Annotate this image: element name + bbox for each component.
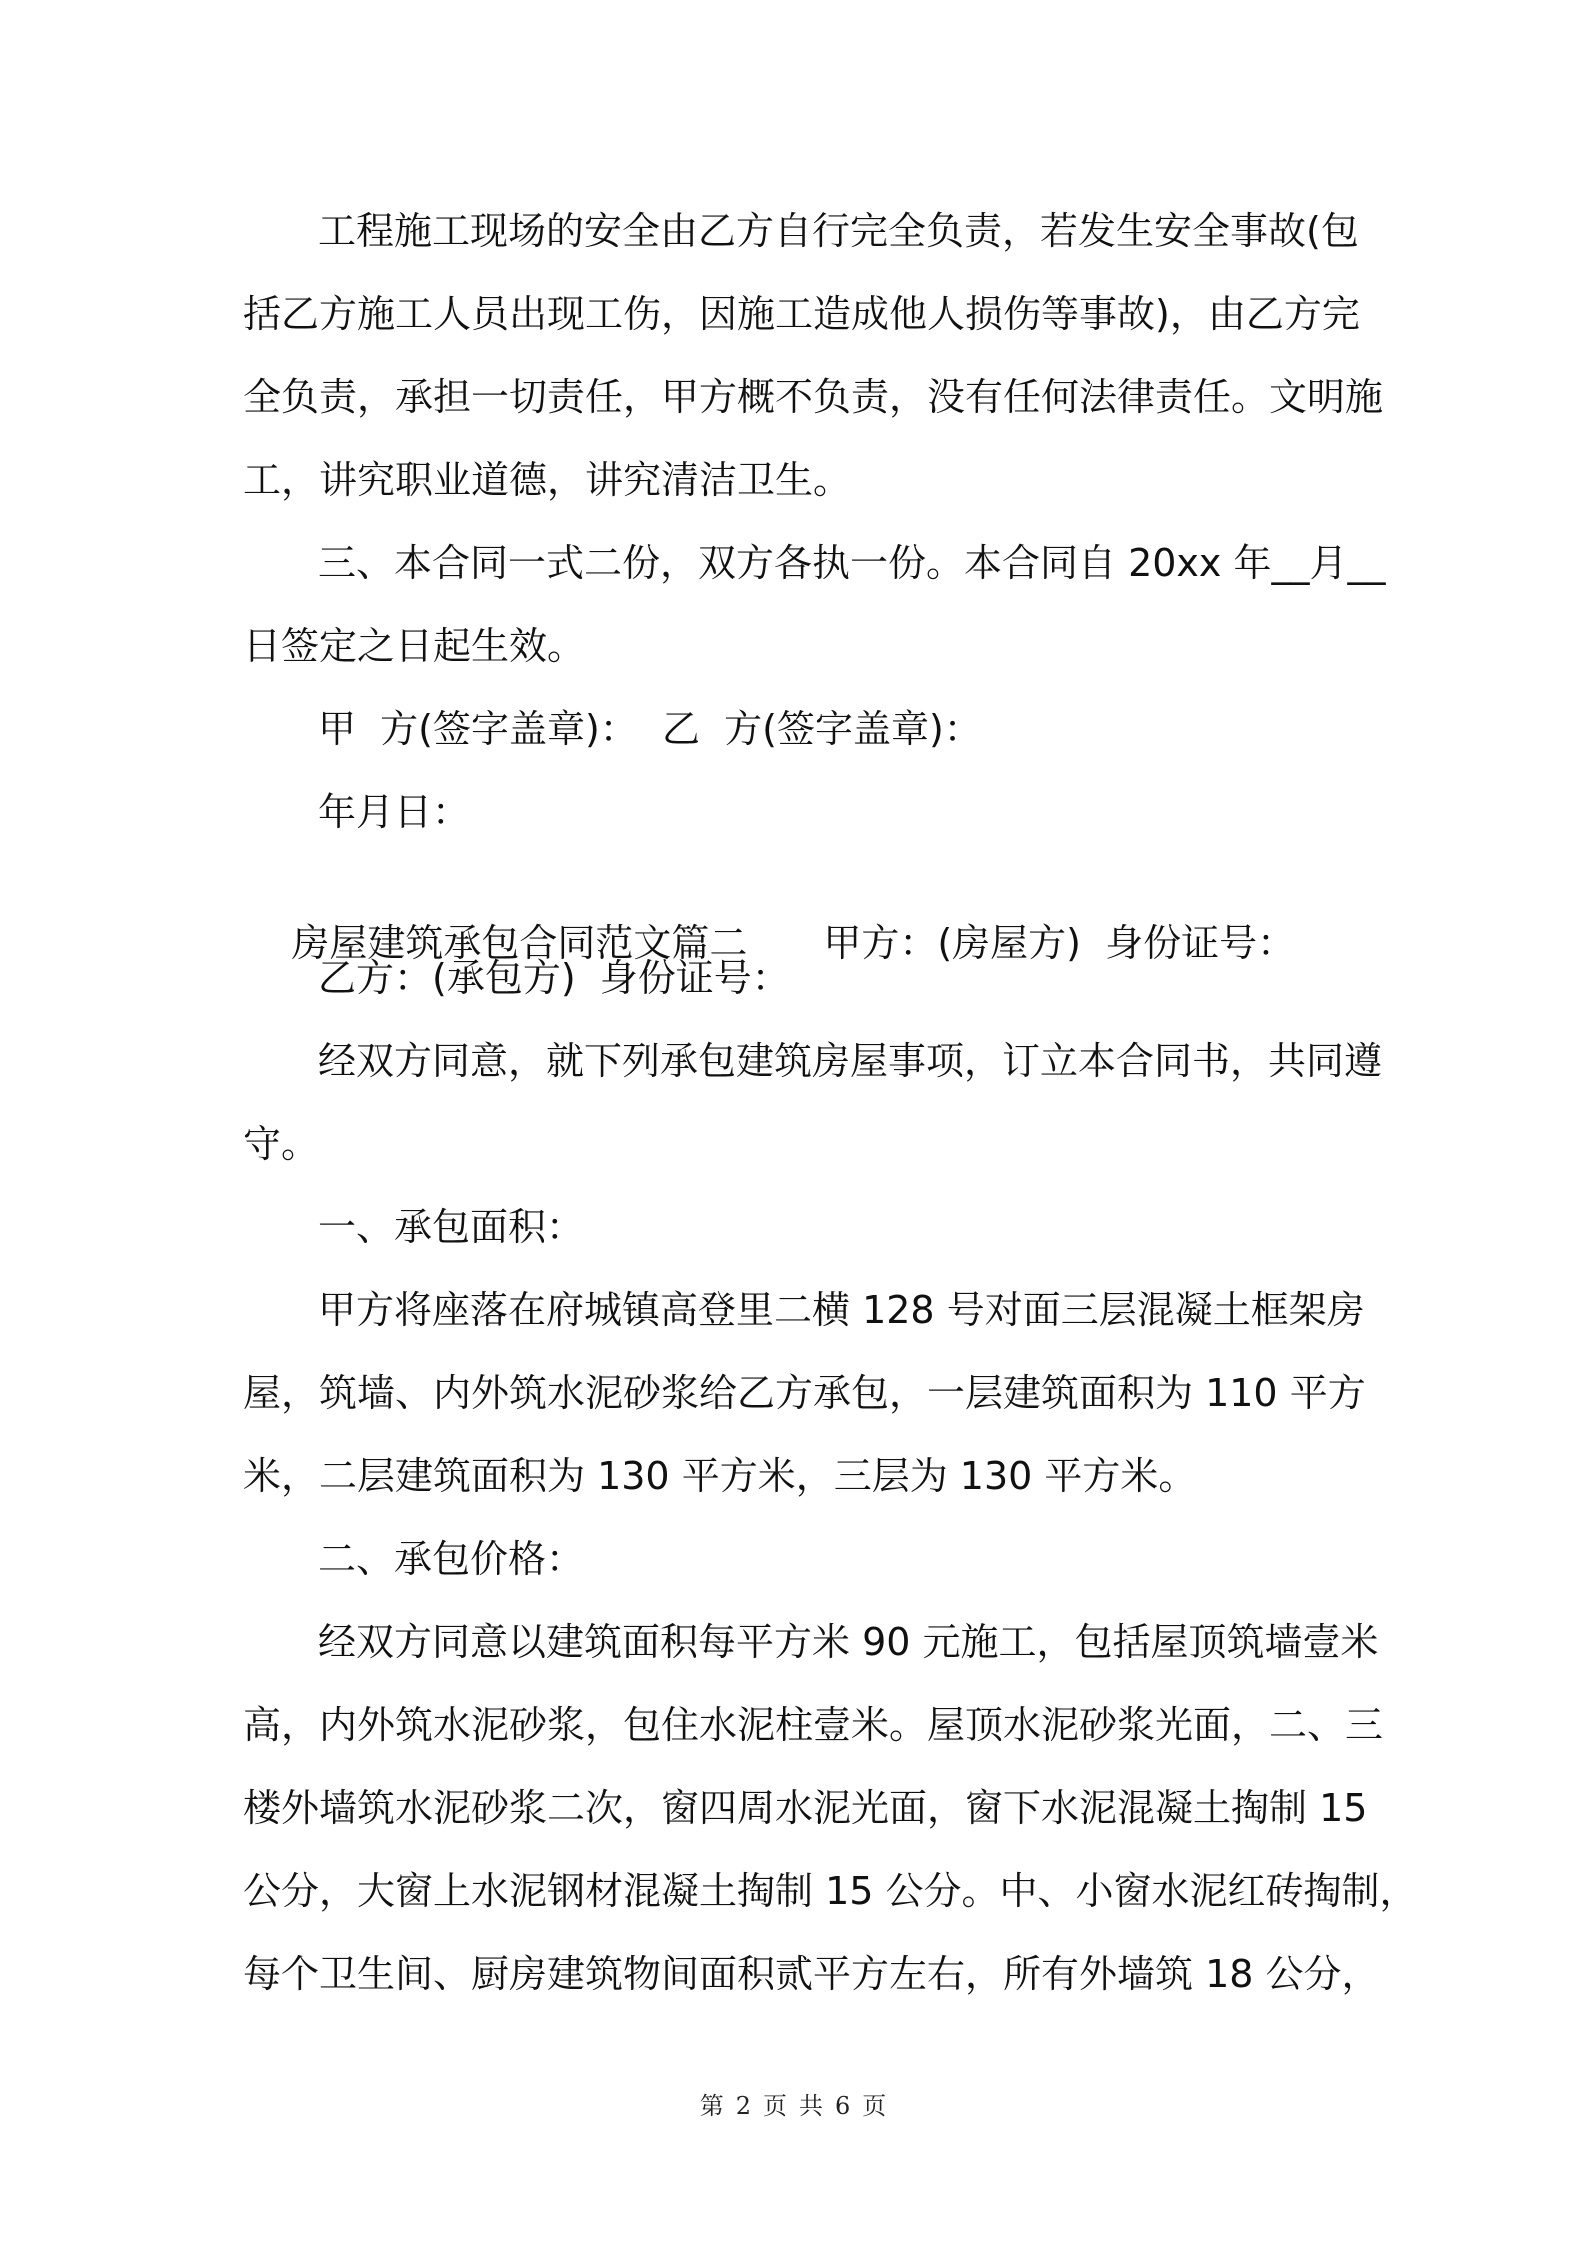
footer-ye: 页 [763, 2092, 787, 2120]
footer-gong: 共 [799, 2092, 823, 2120]
signature-line: 甲 方(签字盖章)： 乙 方(签字盖章)： [318, 707, 982, 751]
section-heading: 一、承包面积： [318, 1205, 585, 1249]
paragraph-line: 全负责，承担一切责任，甲方概不负责，没有任何法律责任。文明施 [243, 375, 1384, 419]
paragraph-line: 屋，筑墙、内外筑水泥砂浆给乙方承包，一层建筑面积为 110 平方 [243, 1371, 1366, 1415]
party-a-info: 甲方：(房屋方) 身份证号： [823, 921, 1296, 965]
paragraph-line: 公分，大窗上水泥钢材混凝土掏制 15 公分。中、小窗水泥红砖掏制， [243, 1869, 1418, 1913]
paragraph-line: 每个卫生间、厨房建筑物间面积贰平方左右，所有外墙筑 18 公分， [243, 1952, 1380, 1996]
paragraph-line: 日签定之日起生效。 [243, 624, 586, 668]
paragraph-line: 经双方同意以建筑面积每平方米 90 元施工，包括屋顶筑墙壹米 [318, 1620, 1379, 1664]
paragraph-line: 高，内外筑水泥砂浆，包住水泥柱壹米。屋顶水泥砂浆光面，二、三 [243, 1703, 1384, 1747]
footer-di: 第 [699, 2092, 724, 2120]
party-b-info: 乙方：(承包方) 身份证号： [318, 956, 790, 1000]
footer-page-number: 2 [735, 2092, 751, 2120]
paragraph-line: 甲方将座落在府城镇高登里二横 128 号对面三层混凝土框架房 [318, 1288, 1365, 1332]
date-line: 年月日： [318, 790, 471, 834]
paragraph-line: 守。 [243, 1122, 320, 1166]
page-footer [0, 2090, 1586, 2122]
paragraph-line: 经双方同意，就下列承包建筑房屋事项，订立本合同书，共同遵 [318, 1039, 1383, 1083]
paragraph-line: 括乙方施工人员出现工伤，因施工造成他人损伤等事故)，由乙方完 [243, 292, 1360, 336]
paragraph-line: 米，二层建筑面积为 130 平方米，三层为 130 平方米。 [243, 1454, 1197, 1498]
section-title: 房屋建筑承包合同范文篇二 [291, 921, 748, 965]
paragraph-line: 三、本合同一式二份，双方各执一份。本合同自 20xx 年__月__ [318, 541, 1386, 585]
footer-ye-end: 页 [862, 2092, 887, 2120]
footer-total-pages: 6 [835, 2092, 851, 2120]
section-heading: 二、承包价格： [318, 1537, 585, 1581]
paragraph-line: 工，讲究职业道德，讲究清洁卫生。 [243, 458, 852, 502]
paragraph-line: 工程施工现场的安全由乙方自行完全负责，若发生安全事故(包 [318, 209, 1359, 253]
paragraph-line: 楼外墙筑水泥砂浆二次，窗四周水泥光面，窗下水泥混凝土掏制 15 [243, 1786, 1368, 1830]
